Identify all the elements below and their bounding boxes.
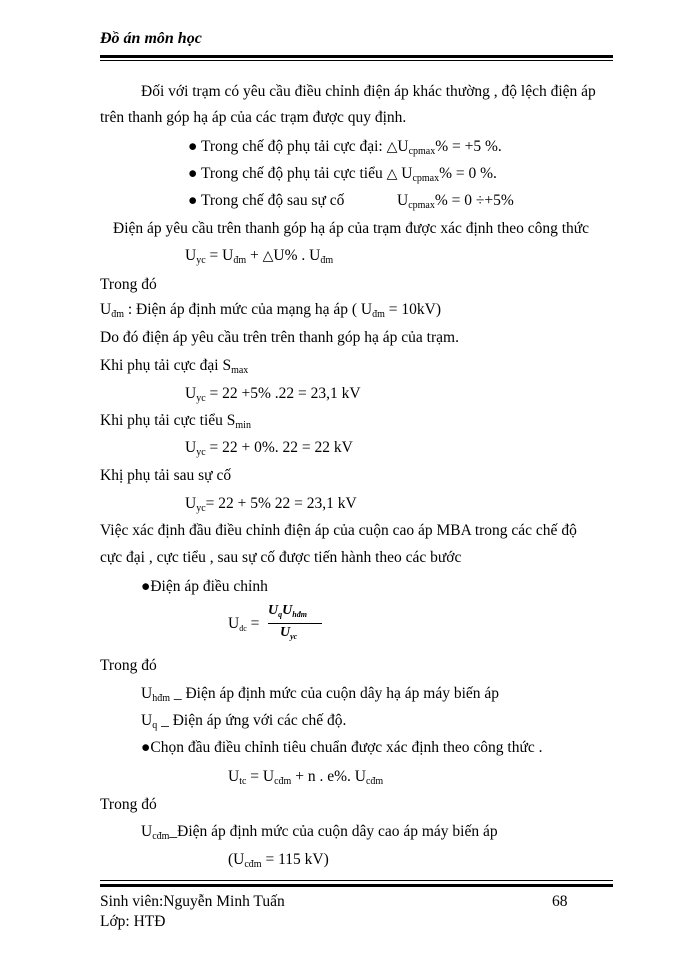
uq-definition: $U_q$ _ Điện áp ứng với các chế độ. bbox=[141, 712, 347, 731]
page-header-title: Đồ án môn học bbox=[100, 30, 202, 47]
case-fault-label: Khị phụ tải sau sự cố bbox=[100, 467, 232, 484]
paragraph-intro-line-1: Đối với trạm có yêu cầu điều chỉnh điện áp khác thường , độ lệch điện áp bbox=[141, 83, 596, 100]
do-do-sentence: Do đó điện áp yêu cầu trên trên thanh góp hạ áp của trạm. bbox=[100, 329, 459, 346]
bullet-adjust-voltage: ●Điện áp điều chỉnh bbox=[141, 578, 268, 595]
procedure-line-1: Việc xác định đầu điều chỉnh điện áp của cuộn cao áp MBA trong các chế độ bbox=[100, 522, 577, 539]
footer-student-name: Sinh viên:Nguyễn Minh Tuấn bbox=[100, 893, 285, 910]
fraction-numerator: $U_qU_{hđm}$ bbox=[268, 603, 307, 619]
bullet-max-load: ● Trong chế độ phụ tải cực đại: $\triangle U_{cpmax}\% = +5$ %. bbox=[188, 138, 502, 157]
bullet-post-fault: ● Trong chế độ sau sự cố bbox=[188, 192, 345, 209]
uhdm-definition: $U_{hđm}$ _ Điện áp định mức của cuộn dây hạ áp máy biến áp bbox=[141, 685, 500, 704]
fraction-bar bbox=[268, 623, 322, 624]
procedure-line-2: cực đại , cực tiểu , sau sự cố được tiến hành theo các bước bbox=[100, 549, 462, 566]
footer-page-number: 68 bbox=[552, 893, 568, 910]
formula-uyc: $U_{yc} = U_{đm}$ + △U% . $U_{đm}$ bbox=[185, 247, 334, 266]
header-rule-thick bbox=[100, 55, 613, 58]
fraction-lhs: $U_{đc}$ = bbox=[228, 615, 260, 633]
case-min-equation: $U_{yc} = 22 + 0\%$. 22 = 22 kV bbox=[185, 439, 353, 458]
footer-class: Lớp: HTĐ bbox=[100, 913, 166, 930]
ucdm-definition: $U_{cđm}\_Điện$ áp định mức của cuộn dây cao áp máy biến áp bbox=[141, 823, 498, 842]
formula-udc-fraction bbox=[228, 603, 348, 645]
ucdm-value: ($U_{cđm} = 115$ kV) bbox=[228, 851, 329, 870]
footer-rule-thin bbox=[100, 880, 613, 881]
bullet-post-fault-value: $U_{cpmax}\% = 0 \div+5\%$ bbox=[397, 192, 514, 211]
case-min-label: Khi phụ tải cực tiểu $S_{min}$ bbox=[100, 412, 251, 431]
footer-rule-thick bbox=[100, 884, 613, 887]
case-max-equation: $U_{yc} = 22 +5\%$ .22 = 23,1 kV bbox=[185, 385, 361, 404]
bullet-select-tap: ●Chọn đầu điều chỉnh tiêu chuẩn được xác định theo công thức . bbox=[141, 739, 543, 756]
header-rule-thin bbox=[100, 60, 613, 61]
fraction-denominator: $U_{yc}$ bbox=[280, 625, 298, 641]
formula-intro: Điện áp yêu cầu trên thanh góp hạ áp của trạm được xác định theo công thức bbox=[113, 220, 590, 237]
paragraph-intro-line-2: trên thanh góp hạ áp của các trạm được quy định. bbox=[100, 109, 407, 126]
udm-definition: $U_{đm}$ : Điện áp định mức của mạng hạ áp ( $U_{đm} = 10kV$) bbox=[100, 301, 442, 320]
trong-do-label-3: Trong đó bbox=[100, 796, 157, 813]
bullet-min-load: ● Trong chế độ phụ tải cực tiểu △ $U_{cpmax}\% = 0$ %. bbox=[188, 165, 497, 184]
case-max-label: Khi phụ tải cực đại $S_{max}$ bbox=[100, 357, 249, 376]
trong-do-label-2: Trong đó bbox=[100, 657, 157, 674]
formula-utc: $U_{tc} = U_{cđm} + n$ . e%. $U_{cđm}$ bbox=[228, 768, 384, 787]
trong-do-label-1: Trong đó bbox=[100, 276, 157, 293]
case-fault-equation: $U_{yc}= 22 + 5\%$ 22 = 23,1 kV bbox=[185, 495, 357, 514]
